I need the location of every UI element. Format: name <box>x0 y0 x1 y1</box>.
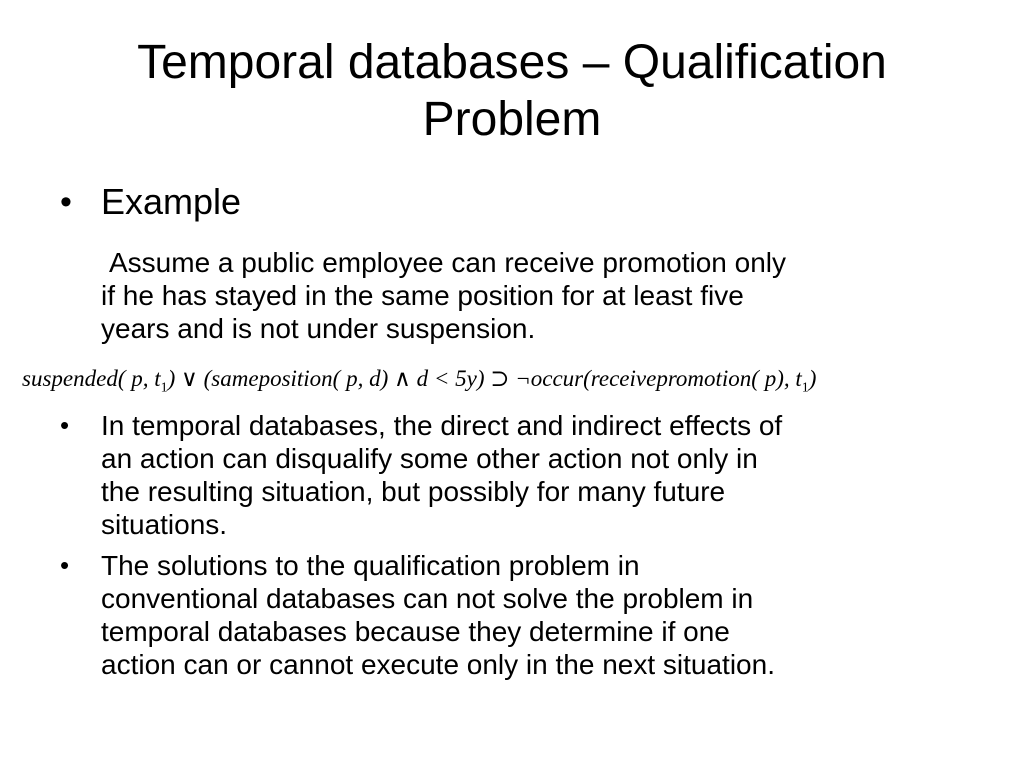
formula-close: ) <box>808 366 817 391</box>
assumption-line-3: years and is not under suspension. <box>101 313 536 344</box>
logic-formula <box>22 364 1012 404</box>
formula-args: ( p, t <box>117 366 161 391</box>
bullet-icon: • <box>60 183 72 221</box>
bullet-1-line-4: situations. <box>101 509 228 540</box>
bullet-1-line-1: In temporal databases, the direct and indirect effects of <box>101 410 783 441</box>
slide-title <box>0 34 1024 148</box>
formula-sub-2: 1 <box>801 380 809 396</box>
bullet-2-line-1: The solutions to the qualification problem in <box>101 550 640 581</box>
bullet-1-line-2: an action can disqualify some other action not only in <box>101 443 758 474</box>
assumption-text <box>101 246 961 345</box>
assumption-line-1: Assume a public employee can receive promotion only <box>109 247 787 278</box>
formula-body: ) ∨ (sameposition( p, d) ∧ d < 5y) ⊃ ¬occur(receivepromotion( p), t <box>167 366 802 391</box>
assumption-line-2: if he has stayed in the same position for at least five <box>101 280 744 311</box>
title-line-1: Temporal databases – Qualification <box>137 36 887 89</box>
bullet-2-line-4: action can or cannot execute only in the next situation. <box>101 649 775 680</box>
bullet-icon: • <box>60 550 70 580</box>
bullet-2-line-3: temporal databases because they determine if one <box>101 616 730 647</box>
title-line-2: Problem <box>422 93 602 146</box>
bullet-2-line-2: conventional databases can not solve the problem in <box>101 583 754 614</box>
bullet-point-1-text <box>101 409 971 541</box>
bullet-icon: • <box>60 410 70 440</box>
formula-sub-1: 1 <box>160 380 168 396</box>
formula-suspended: suspended <box>22 366 118 391</box>
bullet-1-line-3: the resulting situation, but possibly for many future <box>101 476 726 507</box>
example-heading: Example <box>101 181 242 222</box>
bullet-point-2-text <box>101 549 971 681</box>
